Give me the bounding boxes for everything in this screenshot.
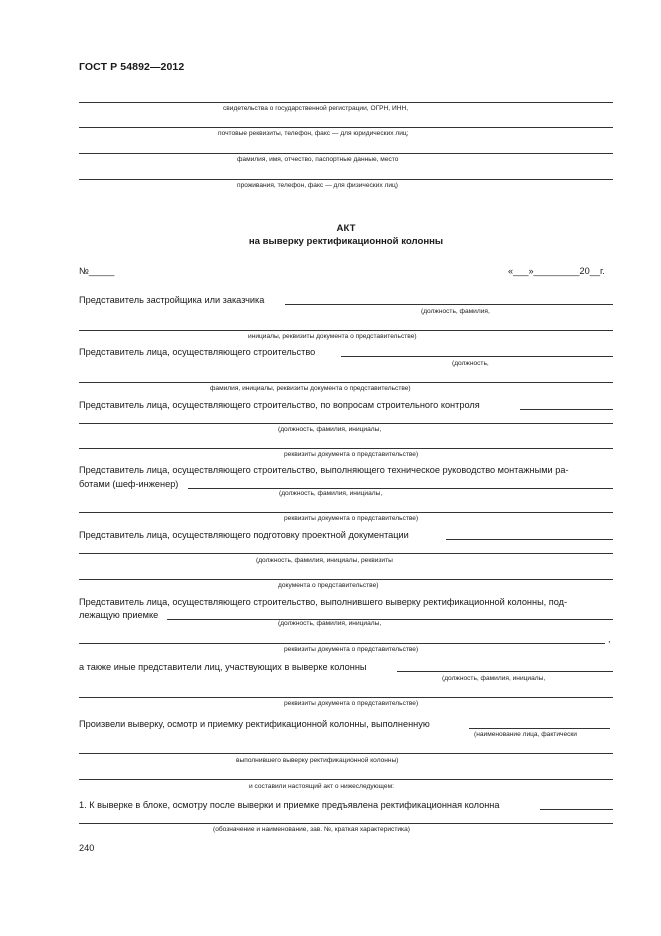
performer-caption-details: реквизиты документа о представительстве) bbox=[284, 646, 419, 653]
performed-caption-statement: и составили настоящий акт о нижеследующем: bbox=[249, 783, 394, 790]
act-subtitle: на выверку ректификационной колонны bbox=[248, 236, 444, 247]
others-caption-details: реквизиты документа о представительстве) bbox=[284, 700, 419, 707]
others-label: а также иные представители лиц, участвующих в выверке колонны bbox=[79, 662, 367, 672]
developer-caption-position: (должность, фамилия, bbox=[421, 308, 490, 315]
others-caption-position: (должность, фамилия, инициалы, bbox=[442, 675, 546, 682]
blank-line bbox=[285, 304, 613, 305]
act-title: АКТ bbox=[336, 223, 356, 234]
blank-line bbox=[79, 643, 605, 644]
builder-caption-position: (должность, bbox=[452, 360, 489, 367]
supervision-label-line1: Представитель лица, осуществляющего строительство, выполняющего техническое руководство монтажными ра- bbox=[79, 465, 569, 475]
supervision-caption-details: реквизиты документа о представительстве) bbox=[284, 515, 419, 522]
performer-label-line2: лежащую приемке bbox=[79, 610, 159, 620]
act-date: «___»_________20__г. bbox=[508, 266, 605, 276]
blank-line bbox=[188, 488, 613, 489]
blank-line bbox=[79, 823, 613, 824]
developer-caption-details: инициалы, реквизиты документа о представительстве) bbox=[248, 333, 417, 340]
item1-label: 1. К выверке в блоке, осмотру после выверки и приемке предъявлена ректификационная колонна bbox=[79, 800, 500, 810]
blank-line bbox=[79, 423, 613, 424]
performed-caption-name: (наименование лица, фактически bbox=[474, 731, 577, 738]
caption-fullname: фамилия, имя, отчество, паспортные данные, место bbox=[237, 156, 399, 163]
builder-label: Представитель лица, осуществляющего строительство bbox=[79, 347, 316, 357]
blank-line bbox=[79, 779, 613, 780]
performed-label: Произвели выверку, осмотр и приемку ректификационной колонны, выполненную bbox=[79, 719, 430, 729]
performer-label-line1: Представитель лица, осуществляющего строительство, выполнившего выверку ректификационной колонны, под- bbox=[79, 597, 568, 607]
design-caption-position: (должность, фамилия, инициалы, реквизиты bbox=[256, 557, 393, 564]
blank-line bbox=[79, 330, 613, 331]
caption-residence: проживания, телефон, факс — для физических лиц) bbox=[237, 182, 399, 189]
caption-postal: почтовые реквизиты, телефон, факс — для юридических лиц; bbox=[218, 130, 409, 137]
blank-line bbox=[520, 409, 613, 410]
control-label: Представитель лица, осуществляющего строительство, по вопросам строительного контроля bbox=[79, 400, 480, 410]
blank-line bbox=[446, 539, 613, 540]
item1-caption: (обозначение и наименование, зав. №, краткая характеристика) bbox=[213, 826, 410, 833]
performed-caption-performer: выполнившего выверку ректификационной колонны) bbox=[236, 757, 399, 764]
page-number: 240 bbox=[79, 843, 95, 853]
blank-line bbox=[79, 102, 613, 103]
caption-registration: свидетельства о государственной регистрации, ОГРН, ИНН, bbox=[223, 105, 409, 112]
blank-line bbox=[79, 553, 613, 554]
design-label: Представитель лица, осуществляющего подготовку проектной документации bbox=[79, 530, 409, 540]
control-caption-position: (должность, фамилия, инициалы, bbox=[278, 426, 382, 433]
blank-line bbox=[79, 153, 613, 154]
blank-line bbox=[79, 127, 613, 128]
standard-header: ГОСТ Р 54892—2012 bbox=[79, 61, 185, 73]
performer-caption-position: (должность, фамилия, инициалы, bbox=[278, 620, 382, 627]
control-caption-details: реквизиты документа о представительстве) bbox=[284, 451, 419, 458]
blank-line bbox=[397, 671, 613, 672]
blank-line bbox=[79, 382, 613, 383]
blank-line bbox=[341, 356, 613, 357]
developer-label: Представитель застройщика или заказчика bbox=[79, 295, 265, 305]
blank-line bbox=[79, 753, 613, 754]
blank-line bbox=[79, 512, 613, 513]
design-caption-details: документа о представительстве) bbox=[278, 582, 379, 589]
performer-comma: , bbox=[608, 634, 611, 644]
act-number: №_____ bbox=[79, 266, 115, 276]
supervision-caption-position: (должность, фамилия, инициалы, bbox=[279, 490, 383, 497]
blank-line bbox=[79, 579, 613, 580]
blank-line bbox=[167, 619, 613, 620]
blank-line bbox=[469, 728, 610, 729]
blank-line bbox=[79, 179, 613, 180]
supervision-label-line2: ботами (шеф-инженер) bbox=[79, 479, 179, 489]
blank-line bbox=[540, 809, 613, 810]
blank-line bbox=[79, 697, 613, 698]
blank-line bbox=[79, 448, 613, 449]
builder-caption-details: фамилия, инициалы, реквизиты документа о представительстве) bbox=[210, 385, 411, 392]
